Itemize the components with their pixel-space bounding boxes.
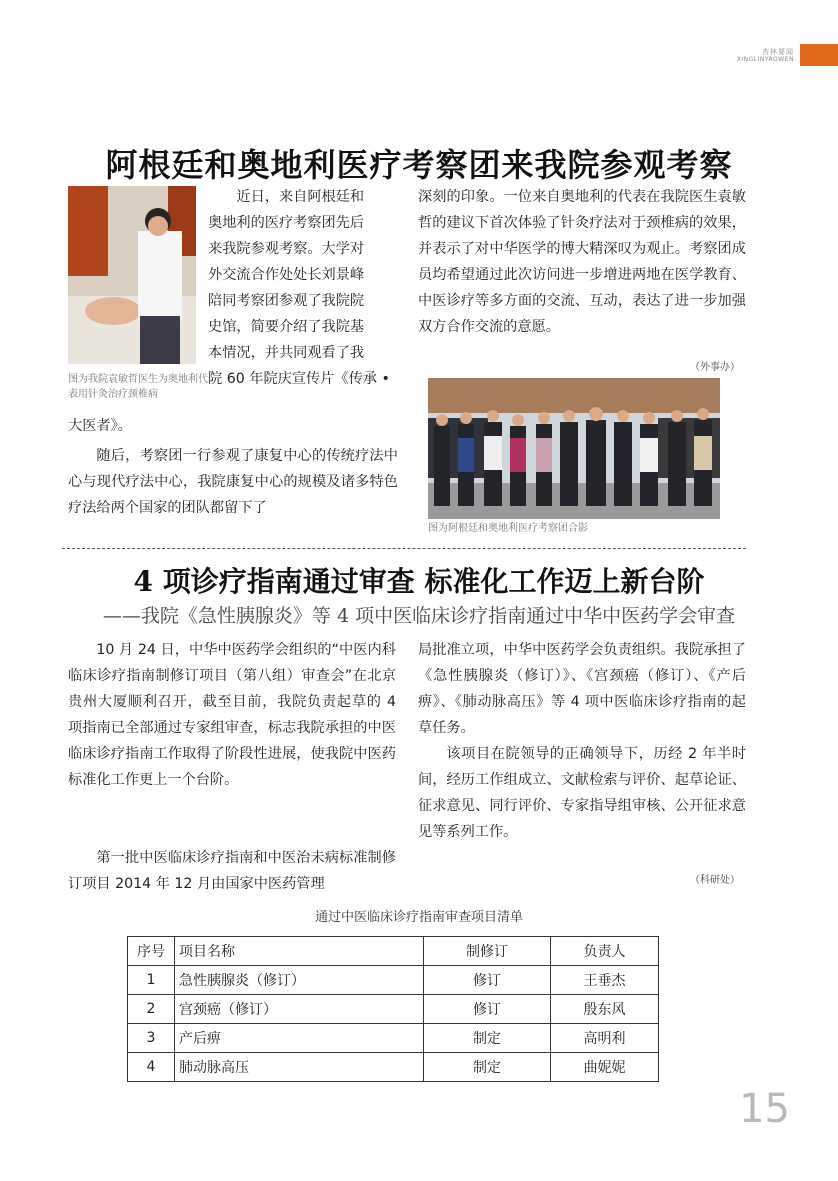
cell-project: 肺动脉高压 bbox=[175, 1053, 424, 1082]
cell-type: 制定 bbox=[424, 1024, 551, 1053]
article2-title: 4 项诊疗指南通过审查 标准化工作迈上新台阶 bbox=[133, 565, 705, 598]
article1-para2: 随后，考察团一行参观了康复中心的传统疗法中心与现代疗法中心，我院康复中心的规模及诸多特色疗法给两个国家的团队都留下了 bbox=[68, 448, 398, 516]
section-name: 杏林要闻 bbox=[762, 48, 794, 56]
text-line: 近日，来自阿根廷和 bbox=[236, 189, 365, 205]
cell-project: 产后痹 bbox=[175, 1024, 424, 1053]
article1-right-para: 深刻的印象。一位来自奥地利的代表在我院医生袁敏哲的建议下首次体验了针灸疗法对于颈椎病的效果，并表示了对中华医学的博大精深叹为观止。考察团成员均希望通过此次访问进一步增进两地在医学教育、中医诊疗等多方面的交流、互动，表达了进一步加强双方合作交流的意愿。 bbox=[418, 189, 746, 335]
text-line: 陪同考察团参观了我院院 bbox=[208, 293, 365, 309]
article2-right-para1: 局批准立项，中华中医药学会负责组织。我院承担了《急性胰腺炎（修订）》、《宫颈癌（修订）、《产后痹》、《肺动脉高压》等 4 项中医临床诊疗指南的起草任务。 bbox=[418, 642, 746, 736]
cell-index: 4 bbox=[128, 1053, 175, 1082]
table-row bbox=[128, 995, 659, 1024]
header-owner: 负责人 bbox=[551, 937, 659, 966]
article2-subtitle: ——我院《急性胰腺炎》等 4 项中医临床诊疗指南通过中华中医药学会审查 bbox=[102, 605, 736, 627]
text-line: 来我院参观考察。大学对 bbox=[208, 241, 365, 257]
article2-left-para1: 10 月 24 日，中华中医药学会组织的“中医内科临床诊疗指南制修订项目（第八组）审查会”在北京贵州大厦顺利召开，截至目前，我院负责起草的 4 项指南已全部通过专家组审查，标志我院承担的中医临床诊疗指南工作取得了阶段性进展，使我院中医药标准化工作更上一个台阶。 bbox=[68, 642, 396, 788]
text-line: 本情况，并共同观看了我 bbox=[208, 345, 365, 361]
text-line: 院 60 年院庆宣传片《传承 • bbox=[208, 371, 390, 387]
article2-signature: （科研处） bbox=[690, 875, 740, 886]
section-divider bbox=[62, 548, 746, 549]
table-header-row bbox=[128, 937, 659, 966]
table-title: 通过中医临床诊疗指南审查项目清单 bbox=[314, 910, 523, 925]
acupuncture-photo bbox=[68, 186, 196, 364]
table-row bbox=[128, 966, 659, 995]
text-line: 奥地利的医疗考察团先后 bbox=[208, 215, 365, 231]
article2-left-para2: 第一批中医临床诊疗指南和中医治未病标准制修订项目 2014 年 12 月由国家中医药管理 bbox=[68, 850, 396, 892]
header-index: 序号 bbox=[128, 937, 175, 966]
cell-index: 3 bbox=[128, 1024, 175, 1053]
photo2-caption: 图为阿根廷和奥地利医疗考察团合影 bbox=[428, 523, 588, 534]
article1-title: 阿根廷和奥地利医疗考察团来我院参观考察 bbox=[105, 146, 733, 184]
table-row bbox=[128, 1024, 659, 1053]
article2-right-para2: 该项目在院领导的正确领导下，历经 2 年半时间，经历工作组成立、文献检索与评价、起草论证、征求意见、同行评价、专家指导组审核、公开征求意见等系列工作。 bbox=[418, 746, 746, 840]
table-row bbox=[128, 1053, 659, 1082]
cell-index: 2 bbox=[128, 995, 175, 1024]
group-photo bbox=[428, 378, 720, 519]
photo1-caption: 图为我院袁敏哲医生为奥地利代表用针灸治疗颈椎病 bbox=[68, 374, 208, 400]
cell-project: 急性胰腺炎（修订） bbox=[175, 966, 424, 995]
cell-index: 1 bbox=[128, 966, 175, 995]
cell-owner: 殷东风 bbox=[551, 995, 659, 1024]
text-line: 外交流合作处处长刘景峰 bbox=[208, 267, 365, 283]
section-name-en: XINGLINYAOWEN bbox=[736, 56, 794, 63]
header-project: 项目名称 bbox=[175, 937, 424, 966]
text-line: 史馆，简要介绍了我院基 bbox=[208, 319, 365, 335]
cell-owner: 曲妮妮 bbox=[551, 1053, 659, 1082]
article1-intro-lines bbox=[208, 184, 396, 392]
review-project-table bbox=[127, 936, 659, 1082]
cell-project: 宫颈癌（修订） bbox=[175, 995, 424, 1024]
header-accent-bar bbox=[800, 44, 838, 66]
page-number: 15 bbox=[739, 1086, 790, 1132]
cell-type: 制定 bbox=[424, 1053, 551, 1082]
header-type: 制修订 bbox=[424, 937, 551, 966]
cell-owner: 王垂杰 bbox=[551, 966, 659, 995]
cell-type: 修订 bbox=[424, 966, 551, 995]
article1-intro-cont: 大医者》。 bbox=[68, 418, 132, 434]
cell-owner: 高明利 bbox=[551, 1024, 659, 1053]
article1-signature: （外事办） bbox=[690, 362, 740, 373]
cell-type: 修订 bbox=[424, 995, 551, 1024]
